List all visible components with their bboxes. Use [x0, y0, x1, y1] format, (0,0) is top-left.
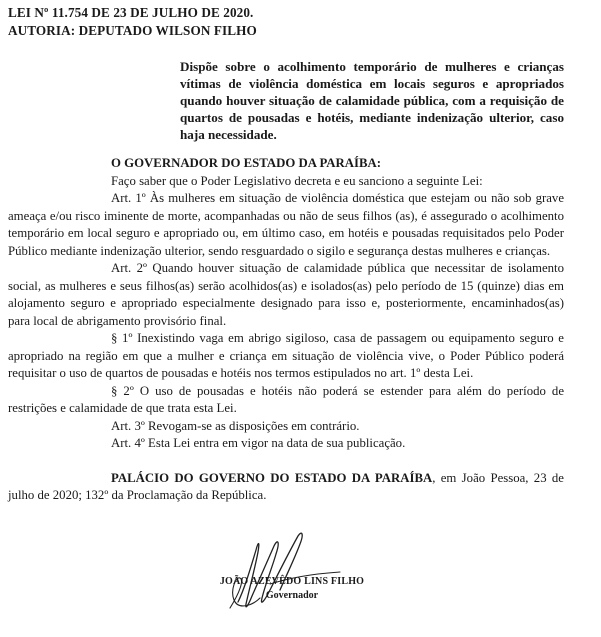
closing-date-text: , em João Pessoa, 23 de julho de 2020; 132º da Proclamação da República.: [8, 470, 564, 502]
governor-heading: O GOVERNADOR DO ESTADO DA PARAÍBA:: [111, 156, 382, 170]
article-4: Art. 4º Esta Lei entra em vigor na data de sua publicação.: [111, 436, 406, 450]
article-1: Art. 1º Às mulheres em situação de violência doméstica que estejam ou não sob grave ameaça e/ou risco iminente de morte, acompanhadas ou não de seus filhos (as), é assegurado o acolhimento temporário em local seguro e apropriado ou, em último caso, em hotéis e pousadas requisitados pelo Poder Público mediante indenização ulterior, sendo resguardado o sigilo e segurança destas mulheres e crianças.: [8, 191, 564, 258]
signatory-name: JOÃO AZEVÊDO LINS FILHO: [219, 576, 365, 587]
closing-paragraph: [8, 470, 564, 505]
signature-block: [200, 520, 380, 630]
ementa-summary: Dispõe sobre o acolhimento temporário de mulheres e crianças vítimas de violência doméstica em locais seguros e apropriados quando houver situação de calamidade pública, com a requisição de quartos de pousadas e hotéis, mediante indenização ulterior, caso haja necessidade.: [180, 59, 564, 142]
law-body: [8, 155, 564, 505]
preamble-paragraph: Faço saber que o Poder Legislativo decreta e eu sanciono a seguinte Lei:: [111, 173, 483, 188]
article-2-paragraph-2: § 2º O uso de pousadas e hotéis não poderá se estender para além do período de restrições e calamidade de que trata esta Lei.: [8, 383, 564, 415]
law-number-heading: LEI Nº 11.754 DE 23 DE JULHO DE 2020.: [8, 5, 254, 20]
palace-name: PALÁCIO DO GOVERNO DO ESTADO DA PARAÍBA: [111, 470, 433, 485]
article-3: Art. 3º Revogam-se as disposições em contrário.: [111, 418, 360, 433]
article-2-paragraph-1: § 1º Inexistindo vaga em abrigo sigiloso, casa de passagem ou equipamento seguro e apropriado na região em que a mulher e criança em situação de violência vive, o Poder Público poderá requisitar o uso de quartos de pousadas e hotéis nos termos estipulados no art. 1º desta Lei.: [8, 331, 564, 380]
authorship-line: AUTORIA: DEPUTADO WILSON FILHO: [8, 23, 257, 38]
article-2: Art. 2º Quando houver situação de calamidade pública que necessitar de isolamento social, as mulheres e seus filhos(as) serão acolhidos(as) e isolados(as) pelo período de 15 (quinze) dias em alojamento seguro e apropriado especialmente designado para isso e, posteriormente, encaminhados(as) para local de abrigamento provisório final.: [8, 261, 564, 328]
handwritten-signature: [200, 520, 380, 630]
signatory-title: Governador: [265, 590, 319, 601]
